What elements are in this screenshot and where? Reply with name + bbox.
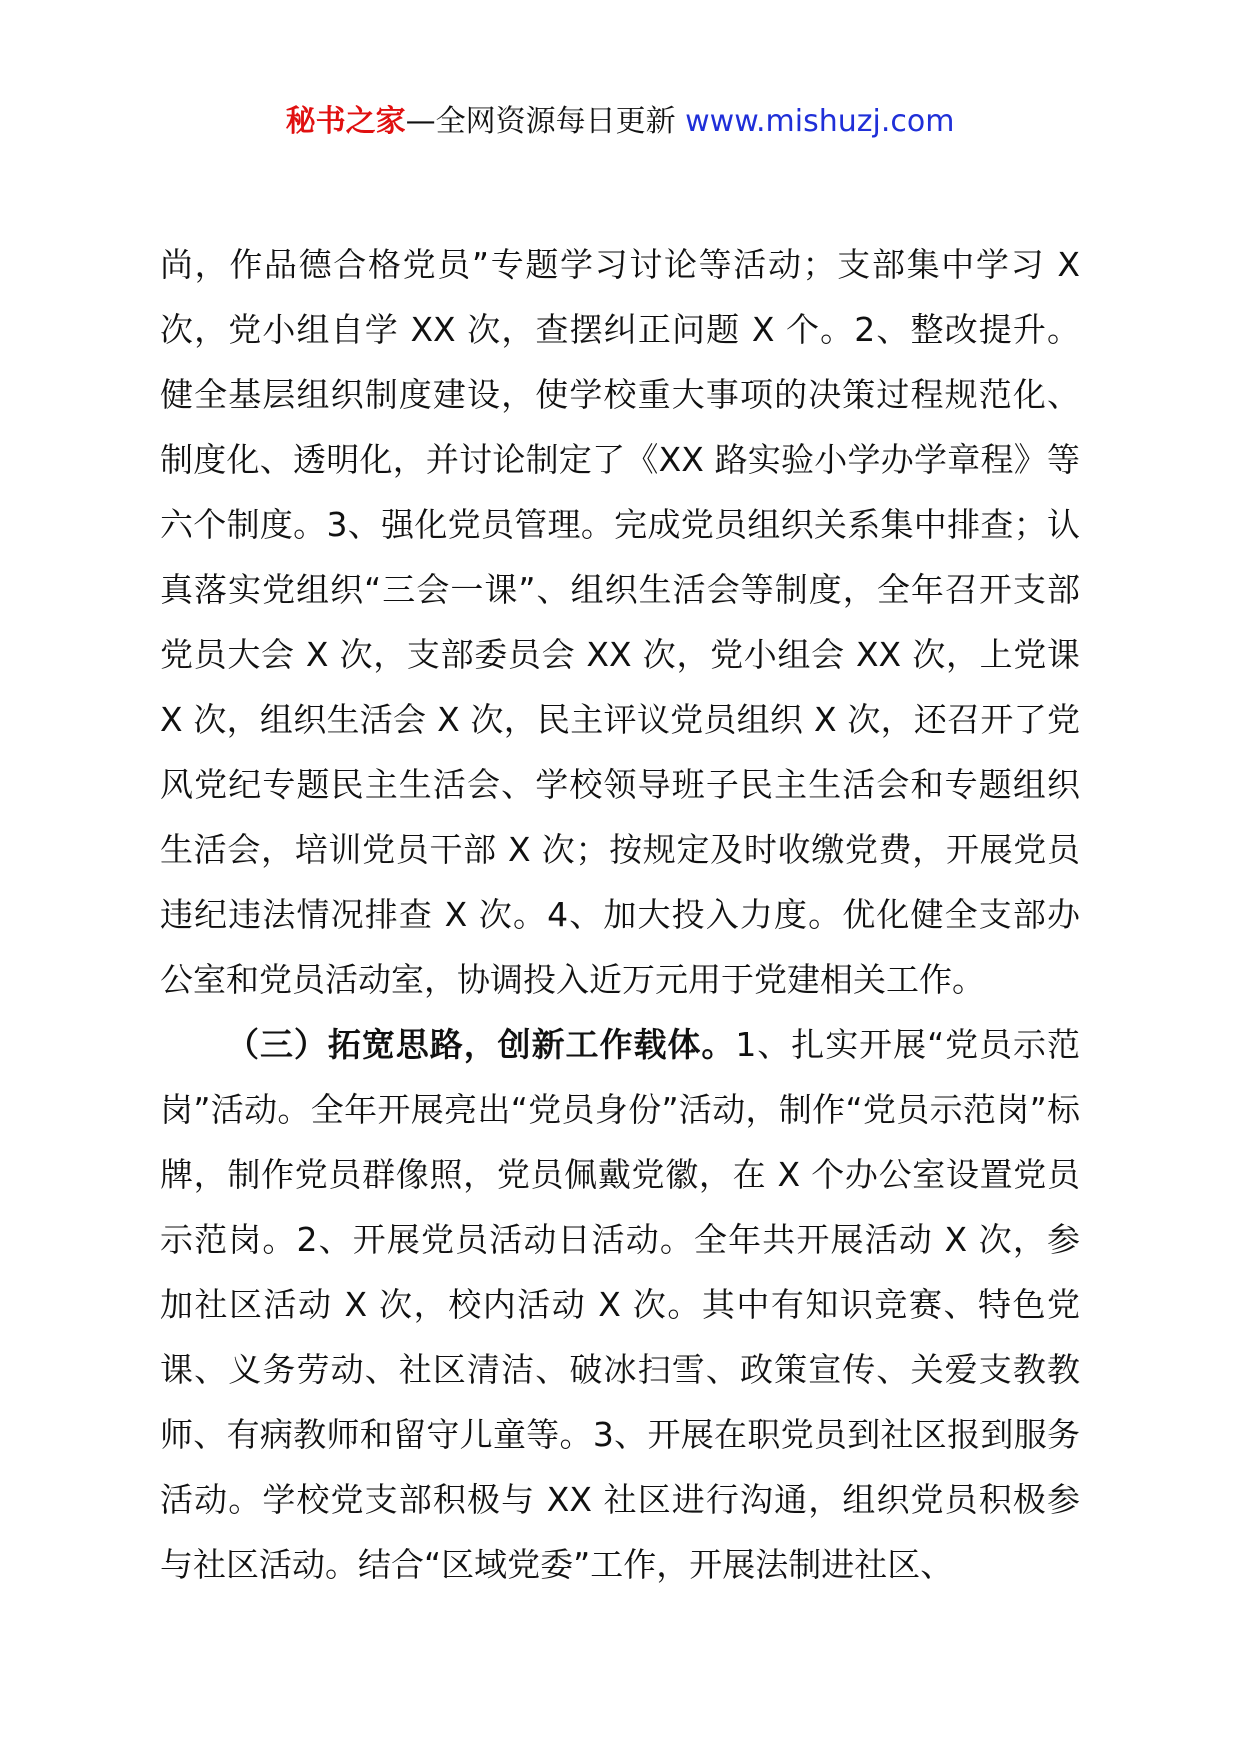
paragraph-continued xyxy=(160,232,1080,1012)
site-url-link[interactable]: www.mishuzj.com xyxy=(685,104,955,139)
brand-name: 秘书之家 xyxy=(285,104,406,139)
paragraph-text: 1、扎实开展“党员示范岗”活动。全年开展亮出“党员身份”活动，制作“党员示范岗”标牌，制作党员群像照，党员佩戴党徽，在 X 个办公室设置党员示范岗。2、开展党员活动日活动。全年共开展活动 X 次，参加社区活动 X 次，校内活动 X 次。其中有知识竞赛、特色党课、义务劳动、社区清洁、破冰扫雪、政策宣传、关爱支教教师、有病教师和留守儿童等。3、开展在职党员到社区报到服务活动。学校党支部积极与 XX 社区进行沟通，组织党员积极参与社区活动。结合“区域党委”工作，开展法制进社区、 xyxy=(160,1025,1080,1584)
site-header xyxy=(0,100,1240,144)
paragraph-section-3 xyxy=(160,1012,1080,1597)
document-body xyxy=(160,232,1080,1597)
section-heading: （三）拓宽思路，创新工作载体。 xyxy=(226,1025,736,1064)
header-tagline: —全网资源每日更新 xyxy=(405,104,686,139)
paragraph-text: 尚，作品德合格党员”专题学习讨论等活动；支部集中学习 X 次，党小组自学 XX 次，查摆纠正问题 X 个。2、整改提升。健全基层组织制度建设，使学校重大事项的决策过程规范化、制度化、透明化，并讨论制定了《XX 路实验小学办学章程》等六个制度。3、强化党员管理。完成党员组织关系集中排查；认真落实党组织“三会一课”、组织生活会等制度，全年召开支部党员大会 X 次，支部委员会 XX 次，党小组会 XX 次，上党课 X 次，组织生活会 X 次，民主评议党员组织 X 次，还召开了党风党纪专题民主生活会、学校领导班子民主生活会和专题组织生活会，培训党员干部 X 次；按规定及时收缴党费，开展党员违纪违法情况排查 X 次。4、加大投入力度。优化健全支部办公室和党员活动室，协调投入近万元用于党建相关工作。 xyxy=(160,245,1080,999)
